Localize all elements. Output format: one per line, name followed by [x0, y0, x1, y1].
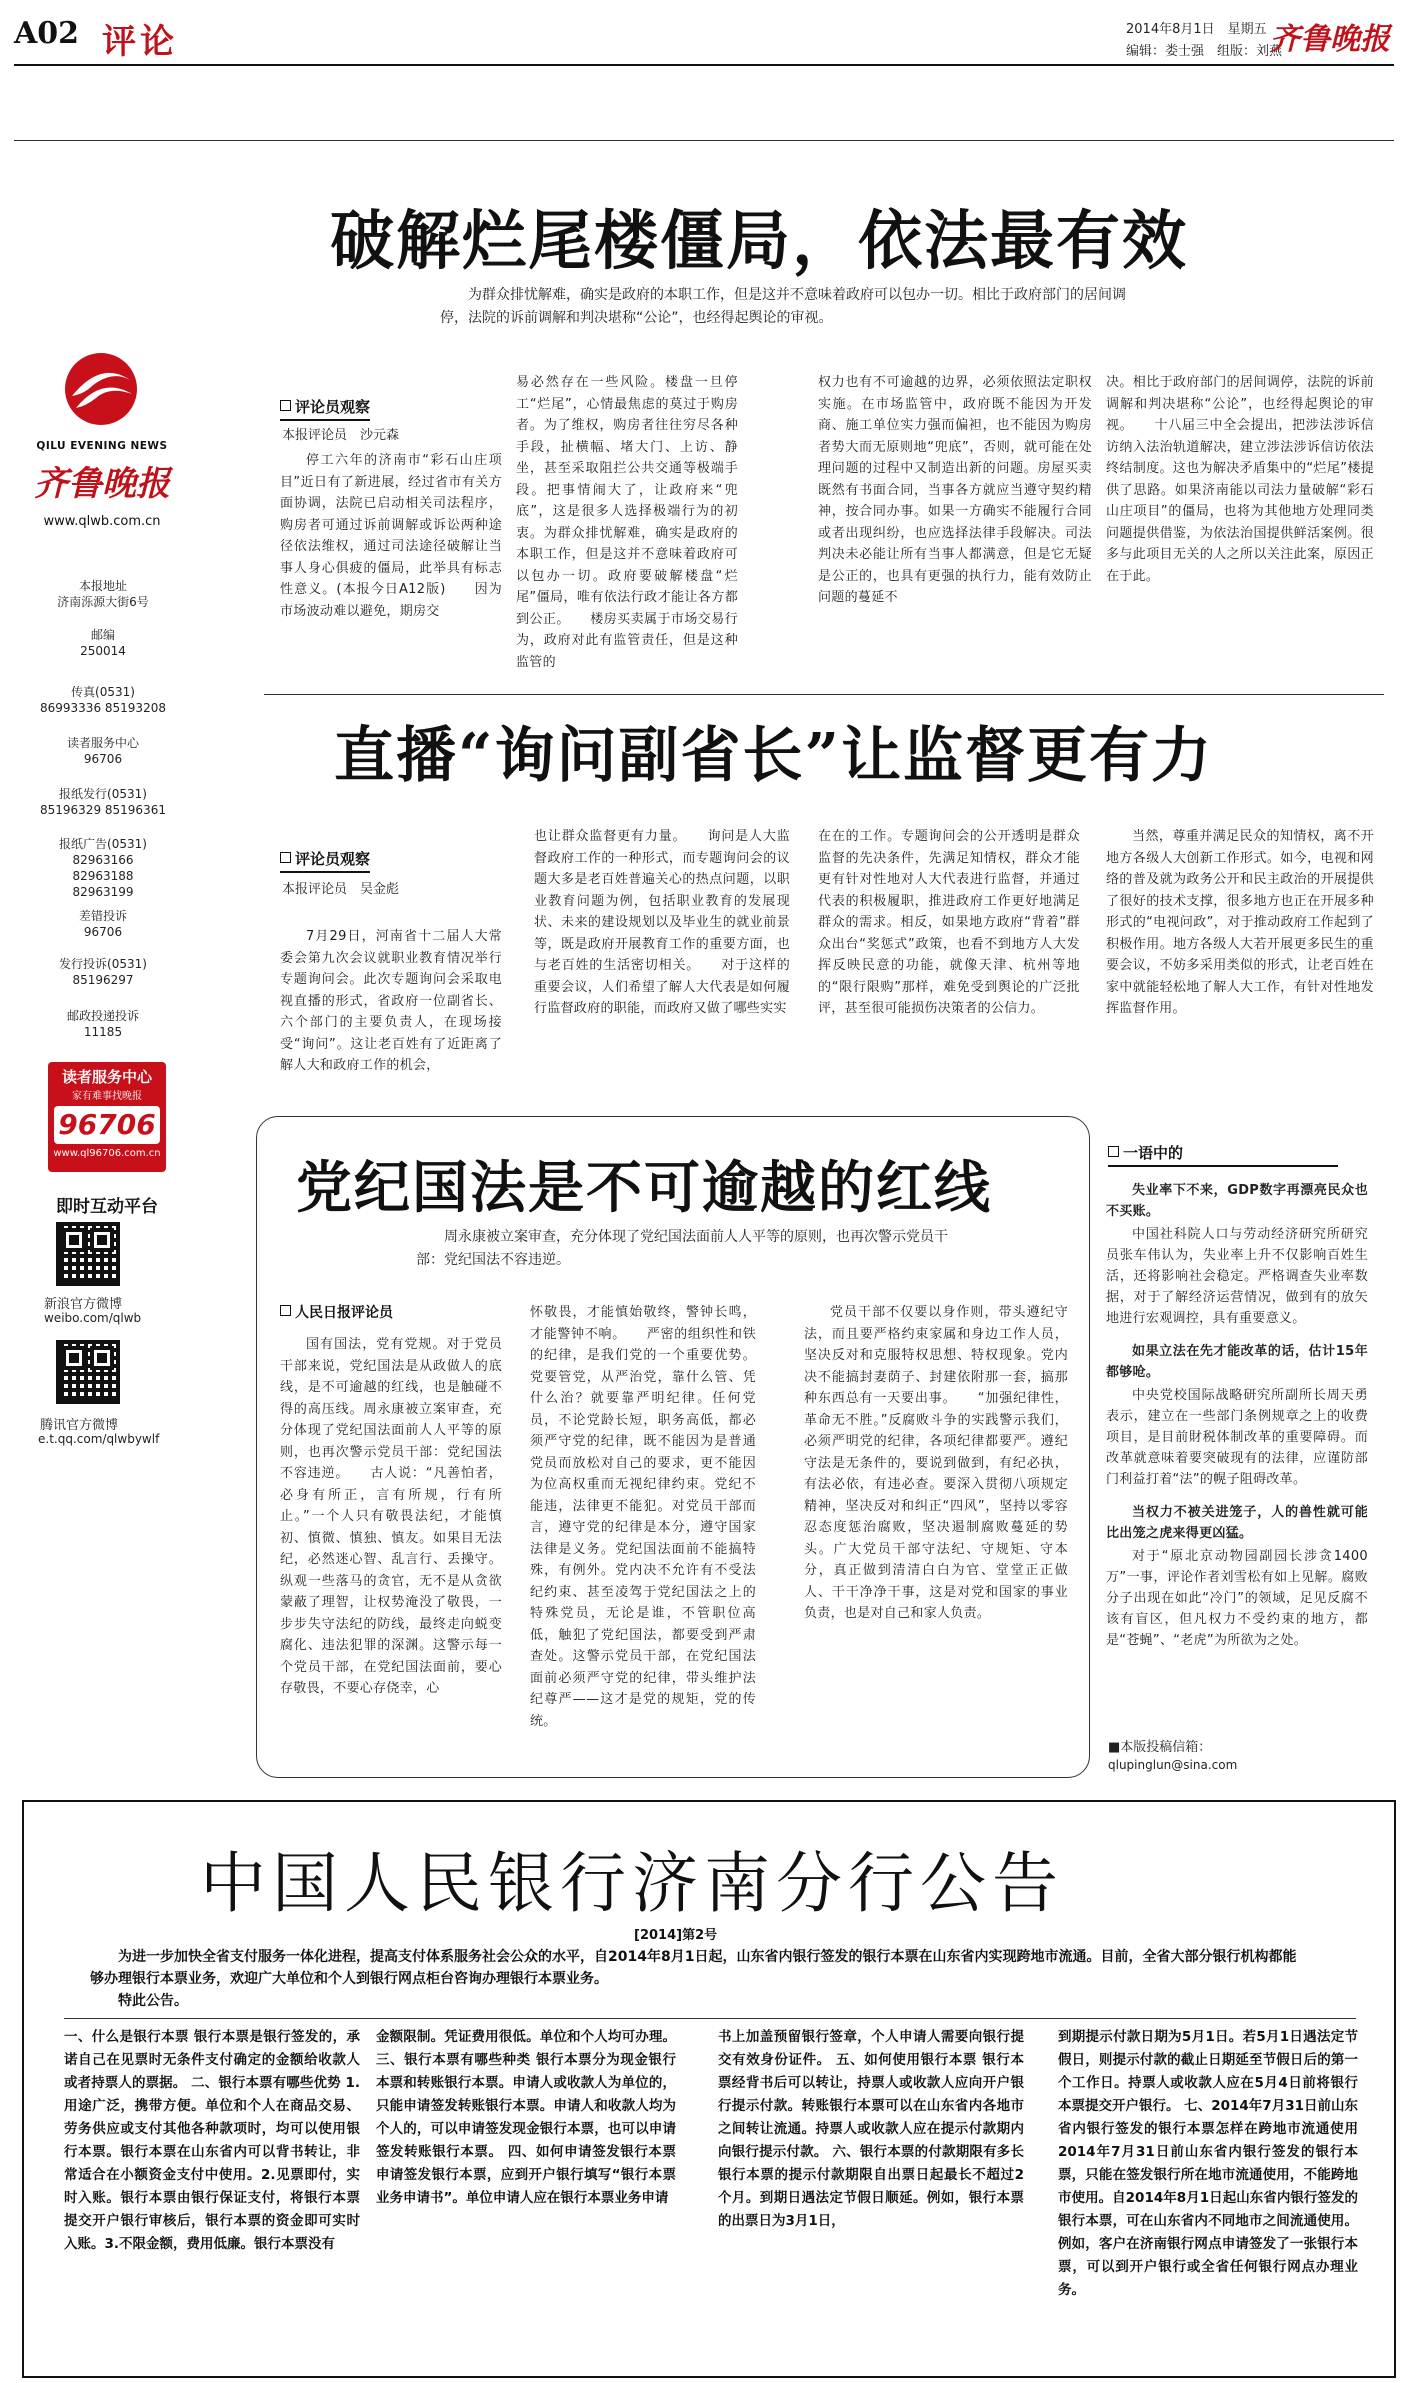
mailbox-email[interactable]: qlupinglun@sina.com — [1108, 1758, 1238, 1772]
header-rule-thin — [14, 140, 1394, 141]
contact-advertising: 报纸广告(0531) 82963166 82963188 82963199 — [59, 837, 147, 899]
article3-tag: 人民日报评论员 — [280, 1302, 393, 1324]
oneword-tag: 一语中的 — [1108, 1142, 1338, 1167]
service-title: 读者服务中心 — [61, 1068, 152, 1086]
article1-col2: 易必然存在一些风险。楼盘一旦停工“烂尾”，心情最焦虑的莫过于购房者。为了维权，购房者往往穷尽各种手段，扯横幅、堵大门、上访、静坐，甚至采取阻拦公共交通等极端手段。把事情闹大了，让政府来“兜底”，这是很多人选择极端行为的初衷。为群众排忧解难，确实是政府的本职工作，但是这并不意味着政府可以包办一切。政府要破解楼盘“烂尾”僵局，唯有依法行政才能让各方都到公正。 楼房买卖属于市场交易行为，政府对此有监管责任，但是这种监管的 — [516, 375, 738, 670]
page-number: A02 — [14, 16, 80, 51]
contact-address: 本报地址 济南泺源大街6号 — [57, 579, 149, 609]
section-title: 评论 — [102, 22, 178, 62]
tencent-weibo-url[interactable]: e.t.qq.com/qlwbywlf — [38, 1432, 160, 1446]
issue-date: 2014年8月1日 星期五 — [1126, 22, 1267, 37]
article1-divider — [264, 694, 1384, 695]
notice-number: [2014]第2号 — [634, 1928, 718, 1943]
notice-divider — [64, 2018, 1356, 2019]
sina-weibo-url[interactable]: weibo.com/qlwb — [44, 1311, 142, 1325]
article3-headline: 党纪国法是不可逾越的红线 — [296, 1155, 992, 1221]
article2-byline: 本报评论员 吴金彪 — [282, 882, 400, 897]
square-icon — [280, 1305, 291, 1316]
article2-col1: 7月29日，河南省十二届人大常委会第九次会议就职业教育情况举行专题询问会。此次专题询问会采取电视直播的形式，省政府一位副省长、六个部门的主要负责人，在现场接受“询问”。这让老百姓有了近距离了解人大和政府工作的机会， — [280, 929, 502, 1073]
article2-col2: 也让群众监督更有力量。 询问是人大监督政府工作的一种形式，而专题询问会的议题大多是老百姓普遍关心的热点问题，以职业教育问题为例，包括职业教育的发展现状、未来的建设规划以及毕业生的就业前景等，既是政府开展教育工作的重要方面，也与老百姓的生活密切相关。 对于这样的重要会议，人们希望了解人大代表是如何履行监督政府的职能，而政府又做了哪些实实 — [534, 829, 790, 1016]
notice-title: 中国人民银行济南分行公告 — [200, 1845, 1064, 1922]
square-icon — [280, 400, 291, 411]
oneword-text: 失业率下不来，GDP数字再漂亮民众也不买账。 中国社科院人口与劳动经济研究所研究员张车伟认为，失业率上升不仅影响百姓生活，还将影响社会稳定。严格调查失业率数据，对于了解经济运营情况，做到有的放矢地进行宏观调控，具有重要意义。 如果立法在先才能改革的话，估计15年都够呛。 中央党校国际战略研究所副所长周天勇表示，建立在一些部门条例规章之上的收费项目，是目前財税体制改革的重要障碍。而改革就意味着要突破现有的法律，应谨防部门利益打着“法”的幌子阻碍改革。 当权力不被关进笼子，人的兽性就可能比出笼之虎来得更凶猛。 对于“原北京动物园副园长涉贪1400万”一事，评论作者刘雪松有如上见解。腐败分子出现在如此“冷门”的领域，足见反腐不该有盲区，但凡权力不受约束的地方，都是“苍蝇”、“老虎”为所欲为之处。 — [1106, 1183, 1368, 1648]
article1-lead: 为群众排忧解难，确实是政府的本职工作，但是这并不意味着政府可以包办一切。相比于政府部门的居间调停，法院的诉前调解和判决堪称“公论”，也经得起舆论的审视。 — [440, 287, 1126, 326]
contact-fax: 传真(0531) 86993336 85193208 — [40, 685, 166, 715]
service-number: 96706 — [54, 1106, 160, 1144]
article3-col1: 国有国法，党有党规。对于党员干部来说，党纪国法是从政做人的底线，是不可逾越的红线，也是触碰不得的高压线。周永康被立案审查，充分体现了党纪国法面前人人平等的原则，也再次警示党员干部：党纪国法不容违逆。 古人说：“凡善怕者，必身有所正，言有所规，行有所止。”一个人只有敬畏法纪，才能慎初、慎微、慎独、慎友。如果目无法纪，必然迷心智、乱言行、丢操守。纵观一些落马的贪官，无不是从贪欲蒙蔽了理智，让权势淹没了敬畏，一步步失守法纪的防线，最终走向蜕变腐化、违法犯罪的深渊。这警示每一个党员干部，在党纪国法面前，要心存敬畏，不要心存侥幸，心 — [280, 1337, 502, 1696]
article2-tag: 评论员观察 — [280, 848, 370, 873]
reader-service-box[interactable] — [48, 1062, 166, 1172]
contact-distribution-complaint: 发行投诉(0531) 85196297 — [59, 957, 147, 987]
notice-col4: 到期提示付款日期为5月1日。若5月1日遇法定节假日，则提示付款的截止日期延至节假日后的第一个工作日。持票人或收款人应在5月4日前将银行本票提交开户银行。 七、2014年7月31日前山东省内银行签发的银行本票怎样在跨地市流通使用 2014年7月31日前山东省内银行签发的银行本票，只能在签发银行所在地市流通使用，不能跨地市使用。自2014年8月1日起山东省内银行签发的银行本票，可在山东省内不同地市之间流通使用。例如，客户在济南银行网点申请签发了一张银行本票，可以到开户银行或全省任何银行网点办理业务。 — [1058, 2029, 1358, 2298]
notice-intro: 为进一步加快全省支付服务一体化进程，提高支付体系服务社会公众的水平，自2014年8月1日起，山东省内银行签发的银行本票在山东省内实现跨地市流通。目前，全省大部分银行机构都能够办理银行本票业务，欢迎广大单位和个人到银行网点柜台咨询办理银行本票业务。 特此公告。 — [90, 1949, 1297, 2009]
article3-col3: 党员干部不仅要以身作则，带头遵纪守法，而且要严格约束家属和身边工作人员，坚决反对和克服特权思想、特权现象。党内决不能搞封妻荫子、封建依附那一套，搞那种东西总有一天要出事。 “加强纪律性，革命无不胜。”反腐败斗争的实践警示我们，必须严明党的纪律，各项纪律都要严。遵纪守法是无条件的，要说到做到，有纪必执，有法必依，有违必查。要深入贯彻八项规定精神，坚决反对和纠正“四风”，坚持以零容忍态度惩治腐败，坚决遏制腐败蔓延的势头。广大党员干部守法纪、守规矩、守本分，真正做到清清白白为官、堂堂正正做人、干干净净干事，这是对党和国家的事业负责，也是对自己和家人负责。 — [804, 1305, 1068, 1621]
article2-col3: 在在的工作。专题询问会的公开透明是群众监督的先决条件，先满足知情权，群众才能更有针对性地对人大代表进行监督，并通过代表的积极履职，推进政府工作更好地满足群众的需求。相反，如果地方政府“背着”群众出台“奖惩式”政策，也看不到地方人大发挥反映民意的功能，就像天津、杭州等地的“限行限购”那样，难免受到舆论的广泛批评，甚至很可能损伤决策者的公信力。 — [818, 829, 1080, 1016]
tencent-weibo-qr-icon[interactable] — [56, 1340, 120, 1404]
contact-error-complaint: 差错投诉 96706 — [78, 909, 127, 939]
article1-col3: 权力也有不可逾越的边界，必须依照法定职权实施。在市场监管中，政府既不能因为开发商、施工单位实力强而偏袒，也不能因为购房者势大而无原则地“兜底”，否则，就可能在处理问题的过程中又制造出新的问题。房屋买卖既然有书面合同，当事各方就应当遵守契约精神，按合同办事。如果一方确实不能履行合同或者出现纠纷，也应选择法律手段解决。司法判决未必能让所有当事人都满意，但是它无疑是公正的，也具有更强的执行力，能有效防止问题的蔓延不 — [818, 375, 1092, 605]
square-icon — [1108, 1146, 1119, 1157]
contact-postcode: 邮编 250014 — [80, 628, 126, 658]
contact-distribution: 报纸发行(0531) 85196329 85196361 — [40, 787, 166, 817]
article1-col4: 决。相比于政府部门的居间调停，法院的诉前调解和判决堪称“公论”，也经得起舆论的审视。 十八届三中全会提出，把涉法涉诉信访纳入法治轨道解决，建立涉法涉诉信访依法终结制度。这也为解决矛盾集中的“烂尾”楼提供了思路。如果济南能以司法力量破解“彩石山庄项目”的僵局，也将为其他地方处理同类问题提供借鉴，为依法治国提供鲜活案例。很多与此项目无关的人之所以关注此案，原因正在于此。 — [1106, 375, 1374, 584]
interactive-title: 即时互动平台 — [56, 1197, 158, 1217]
square-icon — [280, 852, 291, 863]
sina-weibo-qr-icon[interactable] — [56, 1222, 120, 1286]
brand-name-cn: 齐鲁晚报 — [34, 464, 170, 504]
contact-postal-complaint: 邮政投递投诉 11185 — [66, 1009, 139, 1039]
notice-col1: 一、什么是银行本票 银行本票是银行签发的，承诺自己在见票时无条件支付确定的金额给收款人或者持票人的票据。 二、银行本票有哪些优势 1.用途广泛，携带方便。单位和个人在商品交易、劳务供应或支付其他各种款项时，均可以使用银行本票。银行本票在山东省内可以背书转让，非常适合在小额资金支付中使用。2.见票即付，实时入账。银行本票由银行保证支付，将银行本票提交开户银行审核后，银行本票的资金即可实时入账。3.不限金额，费用低廉。银行本票没有 — [64, 2029, 360, 2252]
sina-weibo-label: 新浪官方微博 — [44, 1297, 123, 1312]
mailbox-label: ■本版投稿信箱： — [1108, 1740, 1212, 1755]
article3-lead: 周永康被立案审查，充分体现了党纪国法面前人人平等的原则，也再次警示党员干部：党纪国法不容违逆。 — [416, 1229, 948, 1268]
article1-col1: 停工六年的济南市“彩石山庄项目”近日有了新进展，经过省市有关方面协调，法院已启动相关司法程序，购房者可通过诉前调解或诉讼两种途径依法维权，通过司法途径破解让当事人身心俱疲的僵局，此举具有标志性意义。(本报今日A12版) 因为市场波动难以避免，期房交 — [280, 453, 502, 619]
contact-reader-service: 读者服务中心 96706 — [66, 736, 139, 766]
article1-byline: 本报评论员 沙元森 — [282, 428, 400, 443]
article2-col4: 当然，尊重并满足民众的知情权，离不开地方各级人大创新工作形式。如今，电视和网络的普及就为政务公开和民主政治的开展提供了很好的技术支撑，很多地方也正在开展多种形式的“电视问政”，对于推动政府工作起到了积极作用。地方各级人大若开展更多民生的重要会议，不妨多采用类似的形式，让老百姓在家中就能轻松地了解人大工作，有针对性地发挥监督作用。 — [1106, 829, 1374, 1016]
article1-headline: 破解烂尾楼僵局，依法最有效 — [330, 204, 1188, 279]
service-slogan: 家有难事找晚报 — [72, 1091, 142, 1102]
article3-col2: 怀敬畏，才能慎始敬终，警钟长鸣，才能警钟不响。 严密的组织性和铁的纪律，是我们党的一个重要优势。党要管党，从严治党，靠什么管、凭什么治？就要靠严明纪律。任何党员，不论党龄长短，职务高低，都必须严守党的纪律，既不能因为是普通党员而放松对自己的要求，更不能因为位高权重而无视纪律约束。党纪不能违，法律更不能犯。对党员干部而言，遵守党的纪律是本分，遵守国家法律是义务。党纪国法面前不能搞特殊，有例外。党内决不允许有不受法纪约束、甚至凌驾于党纪国法之上的特殊党员，无论是谁，不管职位高低，触犯了党纪国法，都要受到严肃查处。这警示党员干部，在党纪国法面前必须严守党的纪律，带头维护法纪尊严——这才是党的规矩，党的传统。 — [530, 1305, 756, 1729]
notice-col3: 书上加盖预留银行签章，个人申请人需要向银行提交有效身份证件。 五、如何使用银行本票 银行本票经背书后可以转让，持票人或收款人应向开户银行提示付款。转账银行本票可以在山东省内各地市之间转让流通。持票人或收款人应在提示付款期内向银行提示付款。 六、银行本票的付款期限有多长 银行本票的提示付款期限自出票日起最长不超过2个月。到期日遇法定节假日顺延。例如，银行本票的出票日为3月1日， — [718, 2029, 1024, 2229]
brand-site[interactable]: www.qlwb.com.cn — [43, 514, 161, 529]
article1-tag: 评论员观察 — [280, 396, 370, 421]
service-url: www.ql96706.com.cn — [53, 1148, 161, 1159]
brand-emblem-icon — [62, 350, 140, 428]
brand-logo-header: 齐鲁晚报 — [1270, 22, 1390, 57]
brand-name-en: QILU EVENING NEWS — [36, 440, 168, 452]
editors: 编辑：娄士强 组版：刘燕 — [1126, 44, 1283, 59]
notice-col2: 金额限制。凭证费用很低。单位和个人均可办理。 三、银行本票有哪些种类 银行本票分为现金银行本票和转账银行本票。申请人或收款人为单位的，只能申请签发转账银行本票。申请人和收款人均为个人的，可以申请签发现金银行本票，也可以申请签发转账银行本票。 四、如何申请签发银行本票 申请签发银行本票，应到开户银行填写“银行本票业务申请书”。单位申请人应在银行本票业务申请 — [376, 2029, 676, 2206]
article2-headline: 直播“询问副省长”让监督更有力 — [334, 721, 1214, 791]
tencent-weibo-label: 腾讯官方微博 — [40, 1418, 119, 1433]
header-rule — [14, 64, 1394, 66]
